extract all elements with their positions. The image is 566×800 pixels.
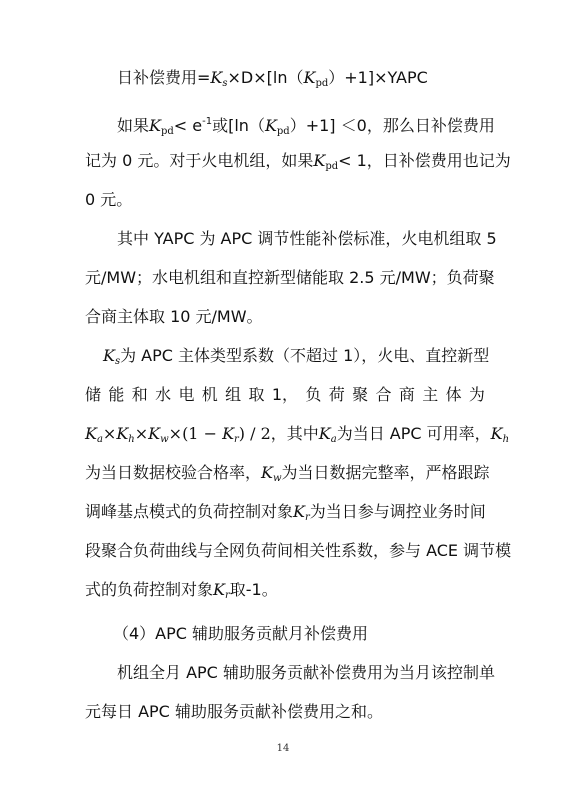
char: 商 bbox=[398, 385, 415, 404]
char: 聚 bbox=[352, 385, 369, 404]
var-kw-sub: w bbox=[272, 473, 282, 484]
paragraph-line bbox=[117, 112, 495, 142]
var-kpd-sub: pd bbox=[315, 78, 329, 89]
paragraph-line bbox=[103, 346, 489, 372]
var-kpd-sub: pd bbox=[160, 126, 174, 137]
char: 电 bbox=[178, 385, 195, 404]
char: 主 bbox=[422, 385, 439, 404]
text: ，其中 bbox=[270, 424, 319, 443]
char: 和 bbox=[131, 385, 148, 404]
text: ×D×[ln（ bbox=[227, 68, 304, 87]
paragraph-line: 元/MW；水电机组和直控新型储能取 2.5 元/MW；负荷聚 bbox=[85, 268, 495, 287]
paragraph-line: 合商主体取 10 元/MW。 bbox=[85, 307, 263, 326]
var-kh: K bbox=[116, 424, 129, 443]
var-kr-sub: r bbox=[304, 512, 310, 523]
page-number: 14 bbox=[276, 743, 290, 754]
var-kr: K bbox=[213, 580, 225, 599]
var-kr: K bbox=[222, 424, 235, 443]
var-kpd: K bbox=[264, 116, 277, 135]
formula-ks bbox=[85, 424, 509, 450]
paragraph-line: 段聚合负荷曲线与全网负荷间相关性系数，参与 ACE 调节模 bbox=[85, 541, 512, 560]
text: < e bbox=[173, 116, 203, 135]
var-kr: K bbox=[293, 502, 305, 521]
times: ×(1 − bbox=[168, 424, 223, 443]
text: 为 APC 主体类型系数（不超过 1），火电、直控新型 bbox=[120, 346, 490, 365]
justified-line bbox=[85, 385, 485, 405]
paragraph-line bbox=[85, 580, 278, 606]
text: 记为 0 元。对于火电机组，如果 bbox=[85, 151, 314, 170]
text: 取-1。 bbox=[229, 580, 278, 599]
paragraph-line bbox=[85, 502, 486, 528]
text: 日补偿费用= bbox=[117, 68, 211, 87]
var-kw: K bbox=[261, 463, 273, 482]
text: ）+1] ＜0，那么日补偿费用 bbox=[289, 116, 495, 135]
char: 为 bbox=[468, 385, 485, 404]
var-kw: K bbox=[148, 424, 161, 443]
var-kh-sub: h bbox=[502, 434, 510, 445]
var-kpd: K bbox=[149, 116, 161, 135]
char: 体 bbox=[445, 385, 462, 404]
text: < 1，日补偿费用也记为 bbox=[338, 151, 511, 170]
char: 能 bbox=[108, 385, 125, 404]
var-ka-sub: a bbox=[330, 434, 337, 445]
char: 合 bbox=[375, 385, 392, 404]
paragraph-line bbox=[85, 151, 511, 177]
char: 取 bbox=[248, 385, 265, 404]
text: 为当日数据校验合格率， bbox=[85, 463, 262, 482]
char: 水 bbox=[155, 385, 172, 404]
char: 储 bbox=[85, 385, 102, 404]
var-ks: K bbox=[210, 68, 223, 87]
formula-daily-compensation bbox=[117, 68, 428, 94]
text: 为当日 APC 可用率， bbox=[336, 424, 491, 443]
char: 负 bbox=[305, 385, 322, 404]
text: ）+1]×YAPC bbox=[328, 68, 428, 87]
char: 机 bbox=[201, 385, 218, 404]
text: 调峰基点模式的负荷控制对象 bbox=[85, 502, 294, 521]
formula-tail: ) / 2 bbox=[238, 424, 271, 443]
var-ks-sub: s bbox=[222, 78, 228, 89]
var-ka: K bbox=[85, 424, 97, 443]
times: × bbox=[102, 424, 117, 443]
var-kpd-sub: pd bbox=[325, 161, 339, 172]
var-kr-sub: r bbox=[224, 590, 230, 601]
var-kpd-sub: pd bbox=[276, 126, 290, 137]
paragraph-line: 0 元。 bbox=[85, 190, 133, 209]
char: 1， bbox=[271, 385, 299, 404]
char: 荷 bbox=[328, 385, 345, 404]
paragraph-line: 其中 YAPC 为 APC 调节性能补偿标准，火电机组取 5 bbox=[117, 229, 497, 248]
exponent: -1 bbox=[202, 116, 213, 127]
var-kr-sub: r bbox=[234, 434, 239, 445]
var-ka-sub: a bbox=[96, 434, 103, 445]
char: 组 bbox=[225, 385, 242, 404]
var-kw-sub: w bbox=[160, 434, 169, 445]
times: × bbox=[134, 424, 149, 443]
paragraph-line bbox=[85, 463, 490, 489]
var-ks-sub: s bbox=[114, 356, 121, 367]
paragraph-line: 机组全月 APC 辅助服务贡献补偿费用为当月该控制单 bbox=[117, 663, 495, 682]
text: 或[ln（ bbox=[212, 116, 265, 135]
paragraph-line: 元每日 APC 辅助服务贡献补偿费用之和。 bbox=[85, 702, 383, 721]
var-kpd: K bbox=[313, 151, 326, 170]
text: 为当日数据完整率，严格跟踪 bbox=[281, 463, 490, 482]
var-ks: K bbox=[103, 346, 115, 365]
text: 如果 bbox=[117, 116, 150, 135]
text: 为当日参与调控业务时间 bbox=[309, 502, 486, 521]
var-kh-sub: h bbox=[128, 434, 135, 445]
var-kh: K bbox=[490, 424, 503, 443]
text: 式的负荷控制对象 bbox=[85, 580, 214, 599]
var-ka: K bbox=[318, 424, 331, 443]
var-kpd: K bbox=[303, 68, 316, 87]
section-heading: （4）APC 辅助服务贡献月补偿费用 bbox=[113, 624, 369, 643]
